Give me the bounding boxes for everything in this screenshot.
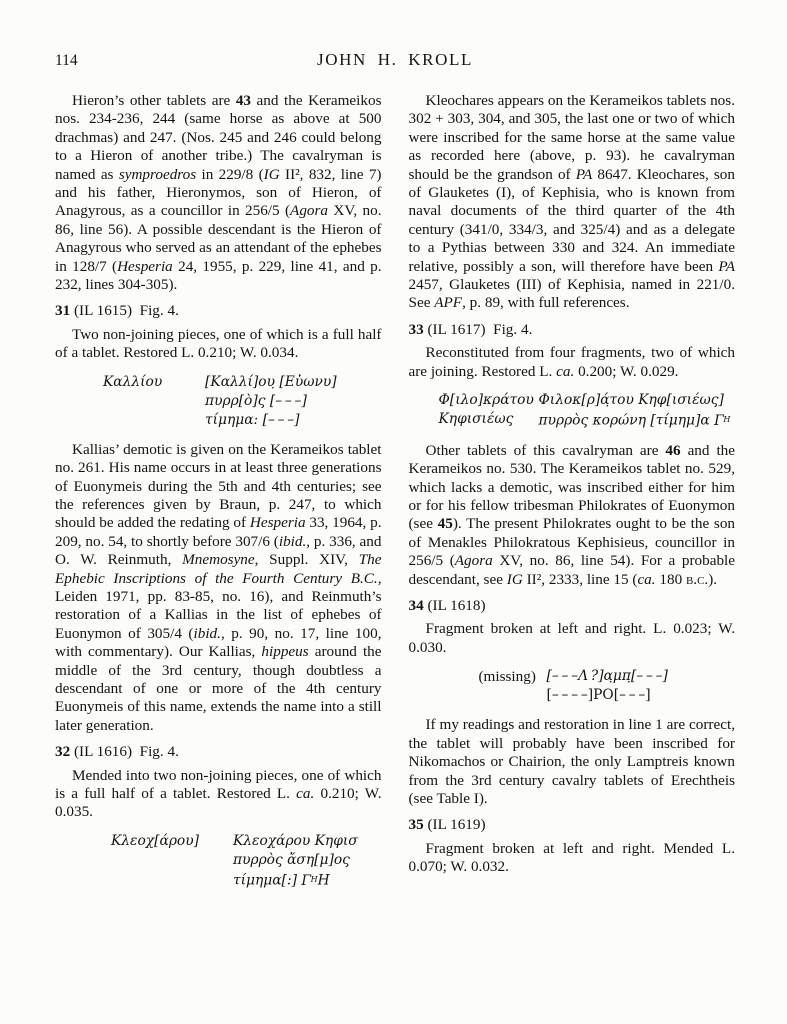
inscription-33-row2 [409,410,736,431]
inscription-31 [55,373,382,430]
inscription-33-exterior-label: Φ[ιλο]κράτου [438,392,534,409]
page-number: 114 [55,52,78,69]
paragraph-32-description: Mended into two non-joining pieces, one of which is a full half of a tablet. Restored L. ca. 0.210; W. 0.035. [55,766,382,821]
section-heading-35: 35 (IL 1619) [408,816,486,834]
inscription-line-text: τίμημα[:] [233,872,302,889]
section-heading-33: 33 (IL 1617) Fig. 4. [408,320,533,338]
paragraph-33-description: Reconstituted from four fragments, two of which are joining. Restored L. ca. 0.200; W. 0.029. [408,344,735,380]
inscription-line: Φιλοκ[ρ]ά̣του Κηφ[ισιέως] [538,392,724,409]
inscription-line-text: πυρρὸς κορώνη [τίμημ]α [538,412,715,429]
text-columns [55,92,735,902]
inscription-33 [409,391,736,431]
inscription-34 [409,667,736,705]
section-heading-34: 34 (IL 1618) [408,597,486,615]
paragraph-kallias: Kallias’ demotic is given on the Kerameikos tablet no. 261. His name occurs in at least three generations of Euonymeis during the 5th and 4th centuries; see the references given by Braun, p. 247, to which should be added the redating of Hesperia 33, 1964, p. 209, no. 54, to shortly before 307/6 (ibid., p. 336, and O. W. Reinmuth, Mnemosyne, Suppl. XIV, The Ephebic Inscriptions of the Fourth Century B.C., Leiden 1971, pp. 83-85, no. 16), and Reinmuth’s restoration of a Kallias in the list of ephebes of Euonymon of 305/4 (ibid., p. 90, no. 17, line 100, with commentary). Our Kallias, hippeus around the middle of the 3rd century, though doubtless a descendant of one or more of the 4th century Euonymeis of this name, extends the name into a still later generation. [55,440,382,734]
inscription-line: [Καλλί]ου̣ [Εὐωνυ] [205,373,337,390]
section-heading-32: 32 (IL 1616) Fig. 4. [55,743,179,761]
inscription-line: [– – –Λ ?]α̣μπ̣[– – –] [546,668,668,685]
inscription-33-exterior-label2: Κηφισιέως [438,411,514,428]
page-header [55,50,735,74]
inscription-line: τίμημα: [– – –] [205,411,300,428]
inscription-32-lines [233,832,358,891]
acrophonic-numeral-500: ΓΗ [301,872,318,889]
section-heading-31: 31 (IL 1615) Fig. 4. [55,302,179,320]
inscription-line [539,410,731,431]
inscription-33-row1 [409,391,736,410]
inscription-31-lines [205,373,337,430]
acrophonic-numeral-500: ΓΗ [714,412,731,429]
inscription-31-exterior-label: Καλλίου [103,373,163,390]
paragraph-35-description: Fragment broken at left and right. Mended L. 0.070; W. 0.032. [408,839,735,876]
inscription-line: πυρρὸς ἄση[μ]ος [233,851,350,868]
running-head: JOHN H. KROLL [317,50,473,69]
paragraph-philokrates: Other tablets of this cavalryman are 46 and the Kerameikos no. 530. The Kerameikos tablet no. 529, which lacks a demotic, was inscribed either for him or for his fellow tribesman Philokrates of Euonymon (see 45). The present Philokrates ought to be the son of Menakles Philokratous Kephisieus, councillor in 256/5 (Agora XV, no. 86, line 54). For a probable descendant, see IG II², 2333, line 15 (ca. 180 b.c.). [408,441,736,588]
inscription-line: Κλεοχάρου Κηφισ [233,832,358,849]
inscription-line: πυρρ[ὸ]ς [– – –] [205,392,307,409]
inscription-line: [– – – –]ΡΟ[– – –] [546,687,651,704]
paragraph-hieron: Hieron’s other tablets are 43 and the Kerameikos nos. 234-236, 244 (same horse as above at 500 drachmas) and 247. (Nos. 245 and 246 could belong to a Hieron of another tribe.) The cavalryman is named as symproedros in 229/8 (IG II², 832, line 7) and his father, Hieronymos, son of Hieron, of Anagyrous, as a councillor in 256/5 (Agora XV, no. 86, line 56). A possible descendant is the Hieron of Anagyrous who served as an attendant of the ephebes in 128/7 (Hesperia 24, 1955, p. 229, line 41, and p. 232, lines 304-305). [55,92,382,294]
paragraph-34-comment: If my readings and restoration in line 1 are correct, the tablet will probably have been inscribed for Nikomachos or Chairion, the only Lamptreis known from the 3rd century cavalry tablets of Erechtheis (see Table I). [408,716,735,807]
paragraph-34-description: Fragment broken at left and right. L. 0.023; W. 0.030. [408,620,735,656]
paragraph-31-description: Two non-joining pieces, one of which is a full half of a tablet. Restored L. 0.210; W. 0.034. [55,325,382,362]
paragraph-kleochares: Kleochares appears on the Kerameikos tablets nos. 302 + 303, 304, and 305, the last one or two of which were inscribed for the same horse at the same value as recorded here (above, p. 93). he cavalryman should be the grandson of PA 8647. Kleochares, son of Glauketes (I), of Kephisia, who is known from naval documents of the third quarter of the 4th century (341/0, 334/3, and 325/4) and as a delegate to a Pythias between 330 and 324. An immediate relative, possibly a son, will therefore have been PA 2457, Glauketes (III) of Kephisia, named in 221/0. See APF, p. 89, with full references. [408,92,735,312]
inscription-34-missing-label: (missing) [478,668,536,686]
inscription-line [233,870,358,891]
inscription-32 [55,832,382,891]
inscription-34-lines [547,667,668,705]
inscription-32-exterior-label: Κλεοχ[άρου] [111,832,200,849]
left-column [55,92,382,902]
acrophonic-numeral-100: Η [317,872,330,889]
right-column [409,92,736,902]
